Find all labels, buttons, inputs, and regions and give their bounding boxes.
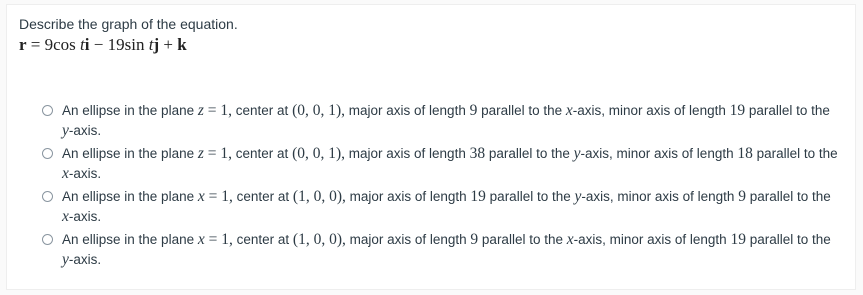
radio-button[interactable]	[42, 234, 53, 245]
eq-part: − 19sin	[89, 35, 149, 54]
answer-option-3[interactable]: An ellipse in the plane x = 1, center at (1, 0, 0), major axis of length 19 parallel to the y-axis, minor axis of length 9 parallel to the x-axis.	[42, 187, 842, 227]
eq-t2: t	[148, 35, 154, 54]
answer-option-2[interactable]: An ellipse in the plane z = 1, center at (0, 0, 1), major axis of length 38 parallel to the y-axis, minor axis of length 18 parallel to the x-axis.	[42, 144, 842, 184]
eq-part: +	[159, 35, 178, 54]
radio-button[interactable]	[42, 148, 53, 159]
answer-options	[42, 101, 842, 273]
radio-button[interactable]	[42, 105, 53, 116]
eq-r: r	[19, 35, 27, 54]
eq-j: j	[153, 35, 160, 54]
radio-button[interactable]	[42, 191, 53, 202]
question-prompt: Describe the graph of the equation.	[19, 16, 238, 32]
answer-option-4[interactable]: An ellipse in the plane x = 1, center at (1, 0, 0), major axis of length 9 parallel to the x-axis, minor axis of length 19 parallel to the y-axis.	[42, 230, 842, 270]
eq-k: k	[177, 35, 187, 54]
eq-i: i	[84, 35, 90, 54]
answer-option-1[interactable]: An ellipse in the plane z = 1, center at (0, 0, 1), major axis of length 9 parallel to the x-axis, minor axis of length 19 parallel to the y-axis.	[42, 101, 842, 141]
eq-part: = 9cos	[26, 35, 81, 54]
question-card	[6, 4, 856, 290]
equation	[19, 34, 187, 56]
eq-t1: t	[80, 35, 85, 54]
